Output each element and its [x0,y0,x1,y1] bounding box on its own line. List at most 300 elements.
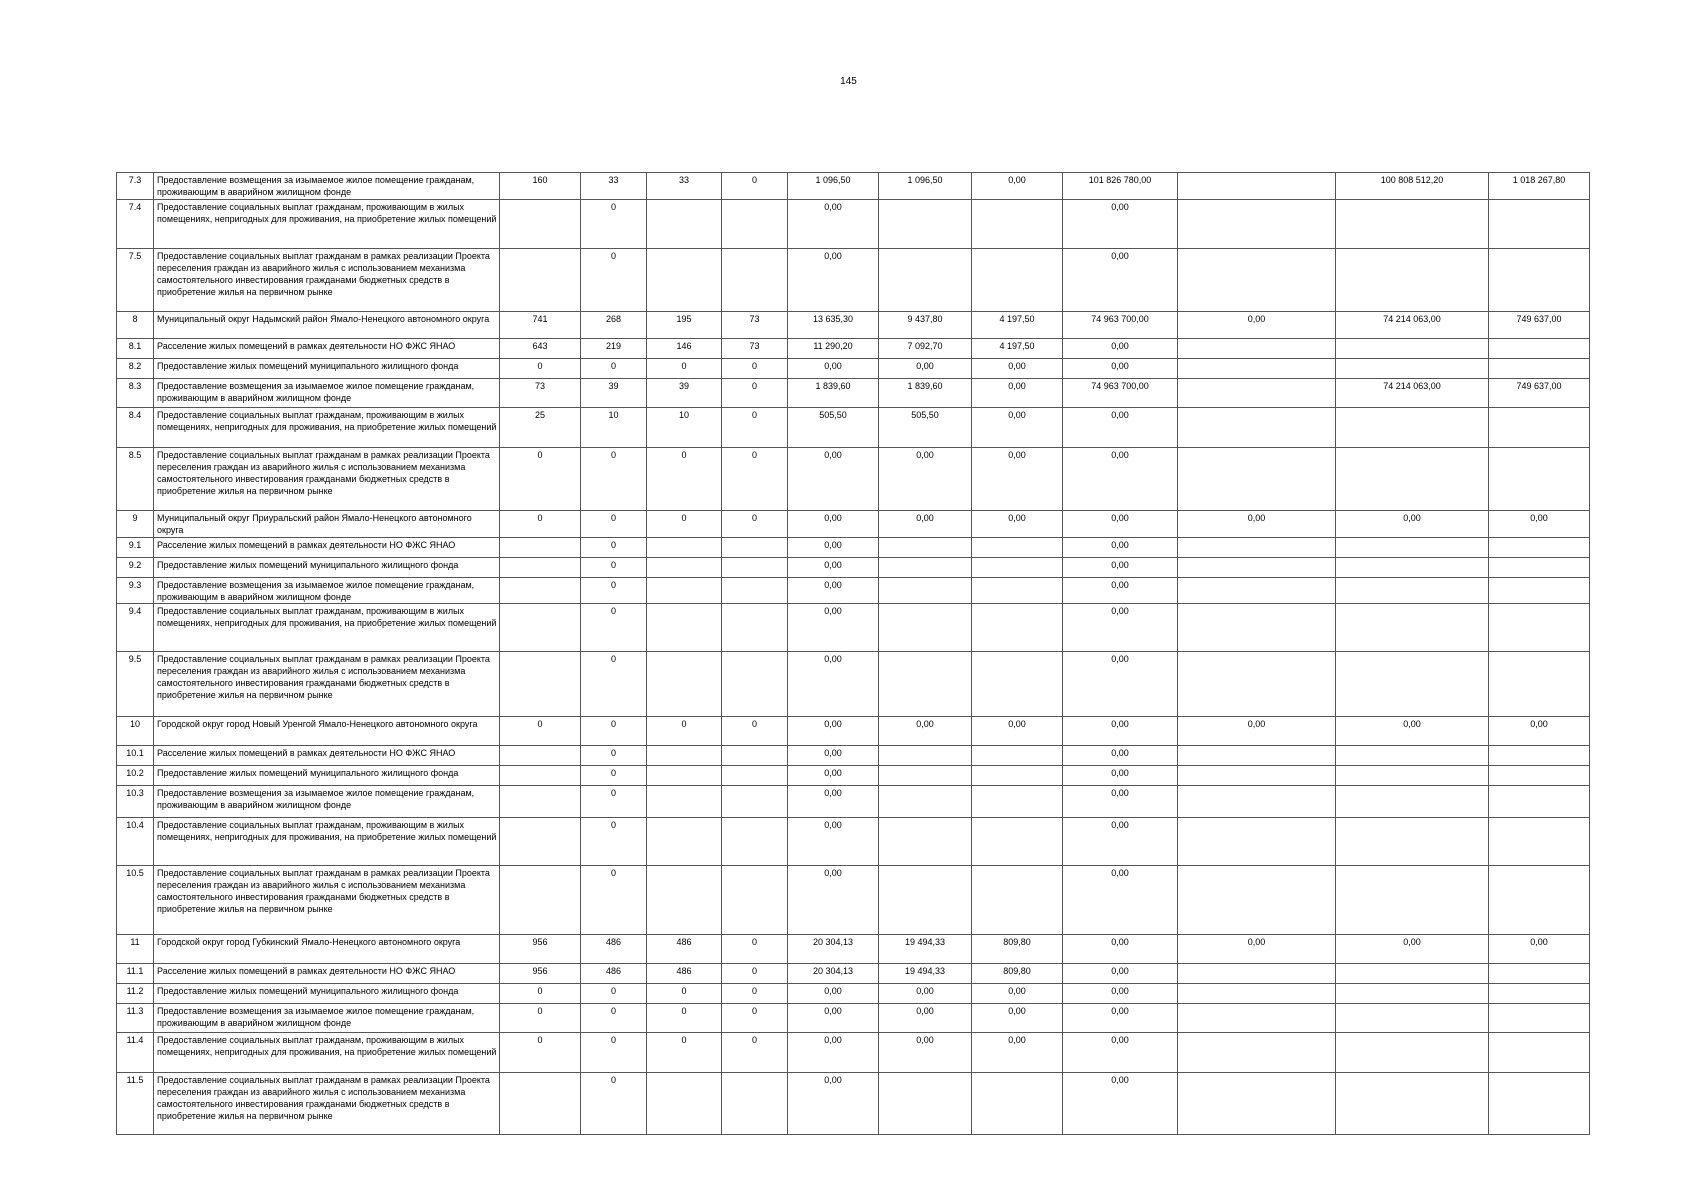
table-row [117,1073,1590,1135]
cell-col-1 [500,1073,581,1135]
cell-col-6: 1 096,50 [879,173,972,200]
cell-col-3: 0 [647,511,722,538]
cell-col-6 [879,578,972,604]
cell-col-9 [1178,866,1336,935]
cell-row-number: 10.5 [117,866,154,935]
cell-col-7: 0,00 [972,717,1063,746]
cell-row-number: 8.5 [117,448,154,511]
cell-row-name: Предоставление социальных выплат гражданам в рамках реализации Проекта переселения граждан из аварийного жилья с использованием механизма самостоятельного инвестирования гражданами бюджетных средств в приобретение жилья на первичном рынке [154,1073,500,1135]
cell-col-6: 1 839,60 [879,379,972,408]
cell-col-3: 0 [647,448,722,511]
cell-col-10 [1336,1073,1489,1135]
cell-col-7: 0,00 [972,379,1063,408]
cell-row-number: 8.1 [117,339,154,359]
cell-col-4: 73 [722,339,788,359]
cell-col-2: 0 [581,866,647,935]
cell-col-5: 0,00 [788,604,879,652]
cell-col-9 [1178,538,1336,558]
cell-col-8: 0,00 [1063,1033,1178,1073]
cell-col-1: 73 [500,379,581,408]
cell-row-number: 10.2 [117,766,154,786]
cell-col-9 [1178,652,1336,717]
cell-col-1: 160 [500,173,581,200]
cell-col-5: 0,00 [788,359,879,379]
cell-col-8: 0,00 [1063,339,1178,359]
cell-col-4 [722,249,788,312]
cell-col-11: 749 637,00 [1489,379,1590,408]
cell-col-3: 0 [647,1033,722,1073]
cell-col-11 [1489,1004,1590,1033]
cell-col-2: 0 [581,652,647,717]
cell-col-10 [1336,249,1489,312]
cell-col-8: 0,00 [1063,717,1178,746]
cell-col-5: 0,00 [788,511,879,538]
cell-col-10: 100 808 512,20 [1336,173,1489,200]
cell-row-name: Предоставление возмещения за изымаемое жилое помещение гражданам, проживающим в аварийном жилищном фонде [154,379,500,408]
cell-col-6 [879,866,972,935]
cell-col-3 [647,1073,722,1135]
cell-col-11 [1489,558,1590,578]
cell-col-7: 0,00 [972,448,1063,511]
cell-col-6: 9 437,80 [879,312,972,339]
cell-col-3 [647,558,722,578]
cell-row-name: Расселение жилых помещений в рамках деятельности НО ФЖС ЯНАО [154,339,500,359]
cell-col-7: 0,00 [972,1033,1063,1073]
cell-col-2: 0 [581,511,647,538]
cell-row-number: 9.4 [117,604,154,652]
cell-col-3: 10 [647,408,722,448]
cell-row-name: Муниципальный округ Надымский район Ямало-Ненецкого автономного округа [154,312,500,339]
cell-col-2: 486 [581,935,647,964]
cell-col-4: 0 [722,408,788,448]
cell-row-number: 11.2 [117,984,154,1004]
cell-row-number: 10.4 [117,818,154,866]
cell-col-4: 73 [722,312,788,339]
cell-col-1: 956 [500,964,581,984]
cell-col-4: 0 [722,379,788,408]
cell-row-number: 7.4 [117,200,154,249]
cell-col-7: 809,80 [972,964,1063,984]
cell-col-6 [879,746,972,766]
cell-col-6 [879,558,972,578]
cell-col-8: 0,00 [1063,746,1178,766]
table-row [117,818,1590,866]
cell-row-number: 11.4 [117,1033,154,1073]
cell-col-5: 505,50 [788,408,879,448]
cell-col-10 [1336,339,1489,359]
cell-col-11 [1489,1033,1590,1073]
cell-col-4: 0 [722,359,788,379]
cell-col-9 [1178,1073,1336,1135]
table-row [117,558,1590,578]
cell-col-11 [1489,786,1590,818]
cell-col-4 [722,866,788,935]
cell-col-10 [1336,766,1489,786]
cell-col-10 [1336,448,1489,511]
cell-col-4 [722,652,788,717]
cell-col-4: 0 [722,984,788,1004]
cell-col-8: 0,00 [1063,866,1178,935]
cell-col-4: 0 [722,173,788,200]
cell-col-3: 0 [647,1004,722,1033]
cell-col-6 [879,786,972,818]
cell-row-number: 10.3 [117,786,154,818]
cell-col-10 [1336,1033,1489,1073]
cell-row-name: Предоставление социальных выплат гражданам в рамках реализации Проекта переселения граждан из аварийного жилья с использованием механизма самостоятельного инвестирования гражданами бюджетных средств в приобретение жилья на первичном рынке [154,652,500,717]
table-row [117,746,1590,766]
cell-col-1 [500,786,581,818]
cell-col-11 [1489,746,1590,766]
cell-col-10: 74 214 063,00 [1336,379,1489,408]
cell-col-11 [1489,408,1590,448]
cell-col-9 [1178,379,1336,408]
cell-col-3 [647,652,722,717]
cell-row-number: 11.3 [117,1004,154,1033]
cell-col-5: 0,00 [788,786,879,818]
resettlement-table [116,172,1590,1135]
cell-col-3 [647,746,722,766]
cell-row-number: 9.2 [117,558,154,578]
cell-row-number: 9.3 [117,578,154,604]
table-row [117,984,1590,1004]
cell-col-5: 0,00 [788,818,879,866]
cell-col-9 [1178,604,1336,652]
cell-col-4 [722,818,788,866]
cell-col-8: 74 963 700,00 [1063,312,1178,339]
cell-row-name: Муниципальный округ Приуральский район Ямало-Ненецкого автономного округа [154,511,500,538]
cell-col-11 [1489,818,1590,866]
cell-col-1 [500,578,581,604]
cell-col-3: 33 [647,173,722,200]
cell-col-8: 0,00 [1063,200,1178,249]
cell-col-10: 0,00 [1336,935,1489,964]
cell-col-2: 0 [581,786,647,818]
cell-col-9 [1178,359,1336,379]
cell-col-6 [879,200,972,249]
cell-col-3 [647,200,722,249]
cell-col-5: 11 290,20 [788,339,879,359]
cell-col-5: 0,00 [788,1004,879,1033]
cell-col-11: 0,00 [1489,511,1590,538]
cell-col-10 [1336,558,1489,578]
cell-col-7 [972,786,1063,818]
table-row [117,511,1590,538]
cell-col-7: 0,00 [972,511,1063,538]
cell-col-1: 741 [500,312,581,339]
cell-col-5: 0,00 [788,538,879,558]
cell-col-2: 0 [581,604,647,652]
cell-col-11 [1489,359,1590,379]
cell-col-11 [1489,339,1590,359]
cell-col-3: 0 [647,717,722,746]
cell-row-name: Предоставление возмещения за изымаемое жилое помещение гражданам, проживающим в аварийном жилищном фонде [154,578,500,604]
cell-col-3: 195 [647,312,722,339]
cell-col-3 [647,604,722,652]
cell-row-name: Предоставление возмещения за изымаемое жилое помещение гражданам, проживающим в аварийном жилищном фонде [154,1004,500,1033]
cell-row-number: 10.1 [117,746,154,766]
cell-col-8: 0,00 [1063,766,1178,786]
cell-col-1 [500,249,581,312]
table-row [117,964,1590,984]
cell-col-11 [1489,538,1590,558]
cell-col-9 [1178,766,1336,786]
cell-col-2: 10 [581,408,647,448]
cell-col-1 [500,604,581,652]
cell-row-name: Городской округ город Новый Уренгой Ямало-Ненецкого автономного округа [154,717,500,746]
table-row [117,249,1590,312]
table-row [117,312,1590,339]
cell-col-2: 0 [581,746,647,766]
cell-col-10 [1336,652,1489,717]
page-number: 145 [840,76,857,87]
cell-row-name: Предоставление социальных выплат гражданам, проживающим в жилых помещениях, непригодных для проживания, на приобретение жилых помещений [154,1033,500,1073]
cell-col-2: 33 [581,173,647,200]
cell-col-5: 0,00 [788,766,879,786]
cell-col-4: 0 [722,448,788,511]
table-row [117,717,1590,746]
cell-col-1 [500,558,581,578]
cell-col-6: 0,00 [879,984,972,1004]
cell-col-7 [972,538,1063,558]
cell-col-1: 0 [500,359,581,379]
cell-col-10 [1336,984,1489,1004]
cell-col-9: 0,00 [1178,312,1336,339]
table-row [117,200,1590,249]
cell-row-name: Предоставление жилых помещений муниципального жилищного фонда [154,766,500,786]
cell-col-7: 809,80 [972,935,1063,964]
cell-col-2: 0 [581,538,647,558]
cell-row-number: 11 [117,935,154,964]
cell-col-8: 101 826 780,00 [1063,173,1178,200]
cell-col-10: 0,00 [1336,717,1489,746]
cell-col-5: 1 096,50 [788,173,879,200]
cell-col-11 [1489,200,1590,249]
cell-col-1: 643 [500,339,581,359]
cell-col-9 [1178,339,1336,359]
cell-col-6: 19 494,33 [879,964,972,984]
cell-col-5: 20 304,13 [788,964,879,984]
cell-col-11 [1489,984,1590,1004]
cell-col-6 [879,604,972,652]
cell-col-11 [1489,766,1590,786]
cell-col-2: 0 [581,249,647,312]
table-row [117,408,1590,448]
cell-col-10 [1336,964,1489,984]
cell-col-1 [500,866,581,935]
cell-col-6 [879,766,972,786]
cell-col-5: 0,00 [788,866,879,935]
cell-col-4 [722,558,788,578]
cell-col-11 [1489,866,1590,935]
cell-col-5: 0,00 [788,1073,879,1135]
cell-col-4 [722,1073,788,1135]
cell-col-4: 0 [722,964,788,984]
cell-row-number: 8.3 [117,379,154,408]
cell-col-5: 20 304,13 [788,935,879,964]
cell-col-9 [1178,786,1336,818]
cell-col-10: 74 214 063,00 [1336,312,1489,339]
cell-col-7: 0,00 [972,408,1063,448]
table-row [117,786,1590,818]
cell-col-2: 0 [581,1004,647,1033]
cell-col-3: 486 [647,964,722,984]
cell-row-name: Предоставление социальных выплат гражданам, проживающим в жилых помещениях, непригодных для проживания, на приобретение жилых помещений [154,408,500,448]
cell-col-6: 7 092,70 [879,339,972,359]
cell-col-5: 0,00 [788,746,879,766]
cell-col-9: 0,00 [1178,717,1336,746]
cell-col-5: 0,00 [788,558,879,578]
cell-col-8: 0,00 [1063,1073,1178,1135]
cell-col-7 [972,200,1063,249]
cell-col-11 [1489,448,1590,511]
cell-col-11: 1 018 267,80 [1489,173,1590,200]
cell-col-10 [1336,408,1489,448]
cell-row-number: 7.5 [117,249,154,312]
cell-col-9 [1178,408,1336,448]
cell-col-2: 0 [581,578,647,604]
cell-col-2: 0 [581,984,647,1004]
cell-col-3: 0 [647,359,722,379]
cell-col-11: 0,00 [1489,935,1590,964]
table-row [117,1033,1590,1073]
table-row [117,1004,1590,1033]
cell-col-5: 0,00 [788,448,879,511]
cell-row-number: 8 [117,312,154,339]
cell-col-1 [500,200,581,249]
cell-row-name: Предоставление социальных выплат гражданам в рамках реализации Проекта переселения граждан из аварийного жилья с использованием механизма самостоятельного инвестирования гражданами бюджетных средств в приобретение жилья на первичном рынке [154,866,500,935]
cell-col-6: 0,00 [879,448,972,511]
cell-col-10 [1336,818,1489,866]
cell-row-number: 10 [117,717,154,746]
cell-col-9 [1178,818,1336,866]
cell-col-6: 0,00 [879,717,972,746]
cell-col-3 [647,766,722,786]
cell-col-2: 0 [581,558,647,578]
table-row [117,448,1590,511]
cell-row-number: 9.1 [117,538,154,558]
cell-col-3 [647,578,722,604]
table-row [117,866,1590,935]
cell-col-8: 0,00 [1063,359,1178,379]
cell-row-number: 11.5 [117,1073,154,1135]
cell-col-8: 0,00 [1063,448,1178,511]
cell-col-8: 0,00 [1063,604,1178,652]
cell-col-5: 0,00 [788,1033,879,1073]
cell-col-7: 4 197,50 [972,312,1063,339]
cell-col-1: 0 [500,1004,581,1033]
cell-col-6: 505,50 [879,408,972,448]
table-row [117,379,1590,408]
cell-col-8: 0,00 [1063,935,1178,964]
cell-col-9 [1178,1004,1336,1033]
cell-row-name: Расселение жилых помещений в рамках деятельности НО ФЖС ЯНАО [154,746,500,766]
cell-col-7 [972,578,1063,604]
cell-col-7 [972,1073,1063,1135]
cell-col-8: 0,00 [1063,558,1178,578]
cell-col-1: 956 [500,935,581,964]
cell-col-2: 0 [581,717,647,746]
cell-col-5: 0,00 [788,249,879,312]
cell-col-6 [879,1073,972,1135]
cell-col-5: 13 635,30 [788,312,879,339]
cell-col-1: 0 [500,1033,581,1073]
cell-col-2: 0 [581,818,647,866]
cell-col-2: 486 [581,964,647,984]
cell-col-8: 74 963 700,00 [1063,379,1178,408]
cell-col-4 [722,578,788,604]
cell-col-10 [1336,786,1489,818]
cell-col-4 [722,538,788,558]
cell-col-8: 0,00 [1063,511,1178,538]
cell-col-8: 0,00 [1063,786,1178,818]
cell-col-5: 0,00 [788,578,879,604]
cell-col-7: 4 197,50 [972,339,1063,359]
cell-col-10 [1336,866,1489,935]
cell-col-4: 0 [722,717,788,746]
cell-col-5: 0,00 [788,652,879,717]
cell-col-7 [972,766,1063,786]
table-body [117,173,1590,1135]
cell-col-8: 0,00 [1063,652,1178,717]
cell-col-7 [972,746,1063,766]
cell-col-1 [500,538,581,558]
cell-col-1 [500,652,581,717]
cell-col-9 [1178,249,1336,312]
cell-row-number: 8.2 [117,359,154,379]
table-row [117,538,1590,558]
cell-col-2: 268 [581,312,647,339]
cell-col-5: 1 839,60 [788,379,879,408]
cell-row-number: 9.5 [117,652,154,717]
table-row [117,359,1590,379]
cell-col-1: 0 [500,717,581,746]
cell-col-9 [1178,200,1336,249]
cell-col-7: 0,00 [972,173,1063,200]
cell-row-name: Расселение жилых помещений в рамках деятельности НО ФЖС ЯНАО [154,538,500,558]
cell-col-8: 0,00 [1063,964,1178,984]
cell-col-10 [1336,200,1489,249]
cell-col-8: 0,00 [1063,818,1178,866]
cell-col-4: 0 [722,511,788,538]
cell-row-name: Предоставление возмещения за изымаемое жилое помещение гражданам, проживающим в аварийном жилищном фонде [154,786,500,818]
cell-col-11 [1489,249,1590,312]
table-row [117,604,1590,652]
cell-row-name: Предоставление жилых помещений муниципального жилищного фонда [154,558,500,578]
table-row [117,173,1590,200]
table-row [117,652,1590,717]
cell-col-1 [500,818,581,866]
cell-col-4: 0 [722,1033,788,1073]
cell-col-8: 0,00 [1063,984,1178,1004]
cell-col-7 [972,249,1063,312]
cell-row-number: 9 [117,511,154,538]
table-row [117,339,1590,359]
table-row [117,578,1590,604]
cell-col-10 [1336,578,1489,604]
cell-col-9: 0,00 [1178,935,1336,964]
cell-col-8: 0,00 [1063,538,1178,558]
cell-col-3 [647,866,722,935]
cell-col-3 [647,249,722,312]
cell-col-6: 19 494,33 [879,935,972,964]
cell-col-2: 0 [581,1073,647,1135]
cell-col-1: 25 [500,408,581,448]
cell-row-name: Предоставление социальных выплат гражданам, проживающим в жилых помещениях, непригодных для проживания, на приобретение жилых помещений [154,818,500,866]
cell-row-name: Городской округ город Губкинский Ямало-Ненецкого автономного округа [154,935,500,964]
cell-col-9 [1178,558,1336,578]
cell-col-8: 0,00 [1063,578,1178,604]
cell-col-11 [1489,964,1590,984]
